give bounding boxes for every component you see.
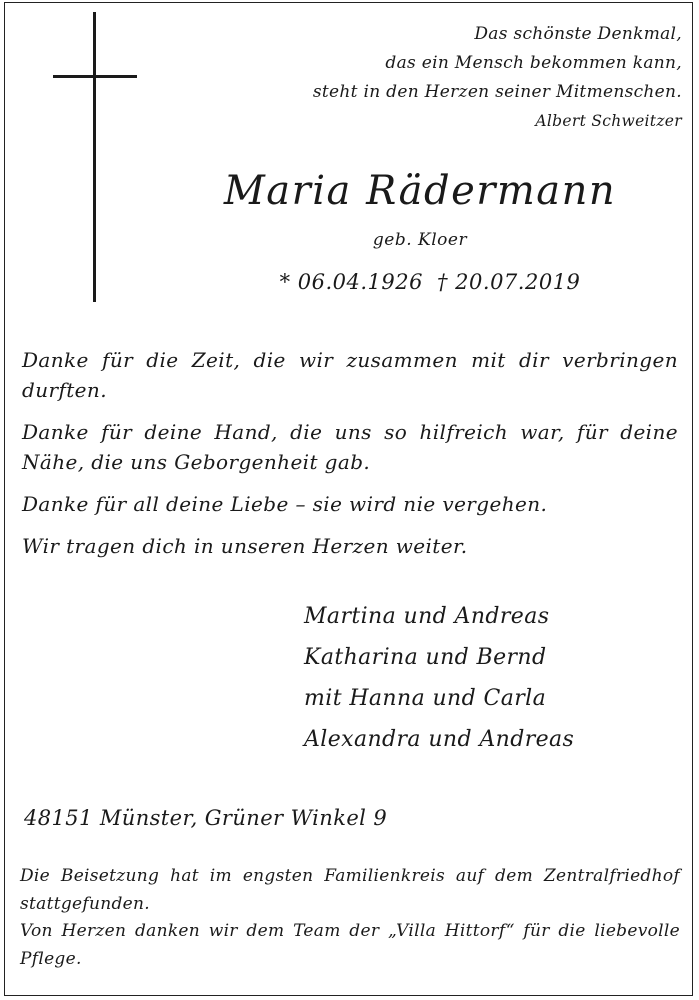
cross-icon	[53, 12, 137, 302]
life-dates	[240, 270, 620, 294]
quote-line: Das schönste Denkmal,	[474, 24, 682, 44]
signer: mit Hanna und Carla	[304, 686, 547, 711]
message-paragraph: Danke für die Zeit, die wir zusammen mit dir verbringen durften.	[22, 348, 678, 402]
quote-line: das ein Mensch bekommen kann,	[385, 53, 682, 73]
birth-date: * 06.04.1926	[279, 270, 423, 294]
address: 48151 Münster, Grüner Winkel 9	[24, 806, 388, 830]
quote-line: steht in den Herzen seiner Mitmenschen.	[312, 82, 682, 102]
maiden-name: geb. Kloer	[372, 230, 468, 250]
signer: Alexandra und Andreas	[304, 727, 575, 752]
signer: Martina und Andreas	[304, 604, 550, 629]
death-date: † 20.07.2019	[437, 270, 581, 294]
burial-text: Die Beisetzung hat im engsten Familienkreis auf dem Zentralfriedhof stattgefunden.	[20, 866, 680, 914]
message-body	[22, 345, 678, 573]
deceased-name: Maria Rädermann	[223, 168, 617, 214]
thanks-text: Von Herzen danken wir dem Team der „Villa Hittorf“ für die liebevolle Pflege.	[20, 921, 680, 969]
epigraph-quote	[202, 20, 682, 136]
message-paragraph: Danke für deine Hand, die uns so hilfreich war, für deine Nähe, die uns Geborgenheit gab.	[22, 420, 678, 474]
message-paragraph: Danke für all deine Liebe – sie wird nie vergehen.	[22, 492, 548, 516]
quote-author: Albert Schweitzer	[535, 112, 682, 130]
signer: Katharina und Bernd	[304, 645, 547, 670]
message-paragraph: Wir tragen dich in unseren Herzen weiter.	[22, 534, 468, 558]
burial-notice	[20, 863, 680, 973]
signers-list	[304, 596, 674, 760]
